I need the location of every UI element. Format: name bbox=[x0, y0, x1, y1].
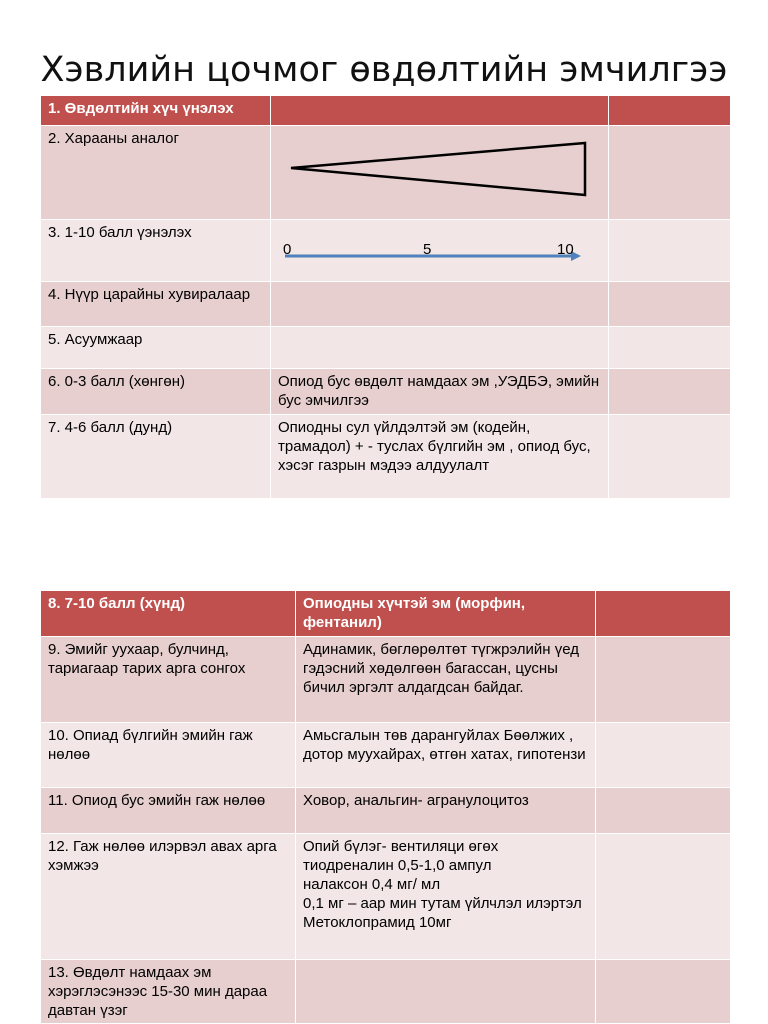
row-value: Амьсгалын төв дарангуйлах Бөөлжих , дотор муухайрах, өтгөн хатах, гипотензи bbox=[296, 723, 596, 788]
row-label: 1. Өвдөлтийн хүч үнэлэх bbox=[41, 96, 271, 126]
row-label: 12. Гаж нөлөө илэрвэл авах арга хэмжээ bbox=[41, 834, 296, 960]
table-row bbox=[41, 834, 731, 960]
treatment-table bbox=[40, 590, 731, 1024]
row-value bbox=[271, 282, 609, 327]
table-row bbox=[41, 723, 731, 788]
row-extra bbox=[596, 591, 731, 637]
row-label: 13. Өвдөлт намдаах эм хэрэглэсэнээс 15-30 мин дараа давтан үзэг bbox=[41, 960, 296, 1024]
table-row bbox=[41, 282, 731, 327]
row-extra bbox=[596, 960, 731, 1024]
row-value bbox=[271, 327, 609, 369]
row-extra bbox=[609, 282, 731, 327]
row-label: 7. 4-6 балл (дунд) bbox=[41, 415, 271, 499]
row-label: 10. Опиад бүлгийн эмийн гаж нөлөө bbox=[41, 723, 296, 788]
row-label: 11. Опиод бус эмийн гаж нөлөө bbox=[41, 788, 296, 834]
row-extra bbox=[609, 415, 731, 499]
table-row bbox=[41, 788, 731, 834]
table-row bbox=[41, 126, 731, 220]
table-row bbox=[41, 960, 731, 1024]
row-label: 5. Асуумжаар bbox=[41, 327, 271, 369]
scale-label-0: 0 bbox=[283, 241, 292, 258]
table-row bbox=[41, 96, 731, 126]
scale-label-5: 5 bbox=[423, 241, 432, 258]
row-label: 6. 0-3 балл (хөнгөн) bbox=[41, 369, 271, 415]
row-extra bbox=[609, 96, 731, 126]
row-value bbox=[271, 96, 609, 126]
row-value bbox=[296, 960, 596, 1024]
visual-analog-scale bbox=[271, 126, 609, 220]
scale-label-10: 10 bbox=[557, 241, 574, 258]
row-label: 9. Эмийг уухаар, булчинд, тариагаар тарих арга сонгох bbox=[41, 637, 296, 723]
row-value: Адинамик, бөглөрөлтөт түгжрэлийн үед гэдэсний хөдөлгөөн багассан, цусны бичил эргэлт алдагдсан байдаг. bbox=[296, 637, 596, 723]
row-extra bbox=[596, 637, 731, 723]
row-value: Ховор, анальгин- агранулоцитоз bbox=[296, 788, 596, 834]
table-row bbox=[41, 220, 731, 282]
row-extra bbox=[596, 723, 731, 788]
table-row bbox=[41, 327, 731, 369]
row-label: 4. Нүүр царайны хувиралаар bbox=[41, 282, 271, 327]
page-title: Хэвлийн цочмог өвдөлтийн эмчилгээ bbox=[40, 50, 728, 90]
row-value: Опий бүлэг- вентиляци өгөх тиодреналин 0,5-1,0 ампул налаксон 0,4 мг/ мл 0,1 мг – аар мин тутам үйлчлэл илэртэл Метоклопрамид 10мг bbox=[296, 834, 596, 960]
row-value: Опиодны хүчтэй эм (морфин, фентанил) bbox=[296, 591, 596, 637]
numeric-rating-scale bbox=[271, 220, 609, 282]
row-value: Опиод бус өвдөлт намдаах эм ,УЭДБЭ, эмийн бус эмчилгээ bbox=[271, 369, 609, 415]
visual-analog-triangle bbox=[278, 129, 598, 209]
pain-assessment-table bbox=[40, 95, 731, 499]
row-label: 2. Хараaны аналог bbox=[41, 126, 271, 220]
row-extra bbox=[609, 126, 731, 220]
row-extra bbox=[609, 369, 731, 415]
row-label: 3. 1-10 балл үэнэлэх bbox=[41, 220, 271, 282]
row-extra bbox=[609, 327, 731, 369]
table-row bbox=[41, 591, 731, 637]
table-row bbox=[41, 369, 731, 415]
row-extra bbox=[596, 788, 731, 834]
row-extra bbox=[596, 834, 731, 960]
row-extra bbox=[609, 220, 731, 282]
row-label: 8. 7-10 балл (хүнд) bbox=[41, 591, 296, 637]
table-row bbox=[41, 415, 731, 499]
row-value: Опиодны сул үйлдэлтэй эм (кодейн, трамадол) + - туслах бүлгийн эм , опиод бус, хэсэг газрын мэдээ алдуулалт bbox=[271, 415, 609, 499]
table-row bbox=[41, 637, 731, 723]
